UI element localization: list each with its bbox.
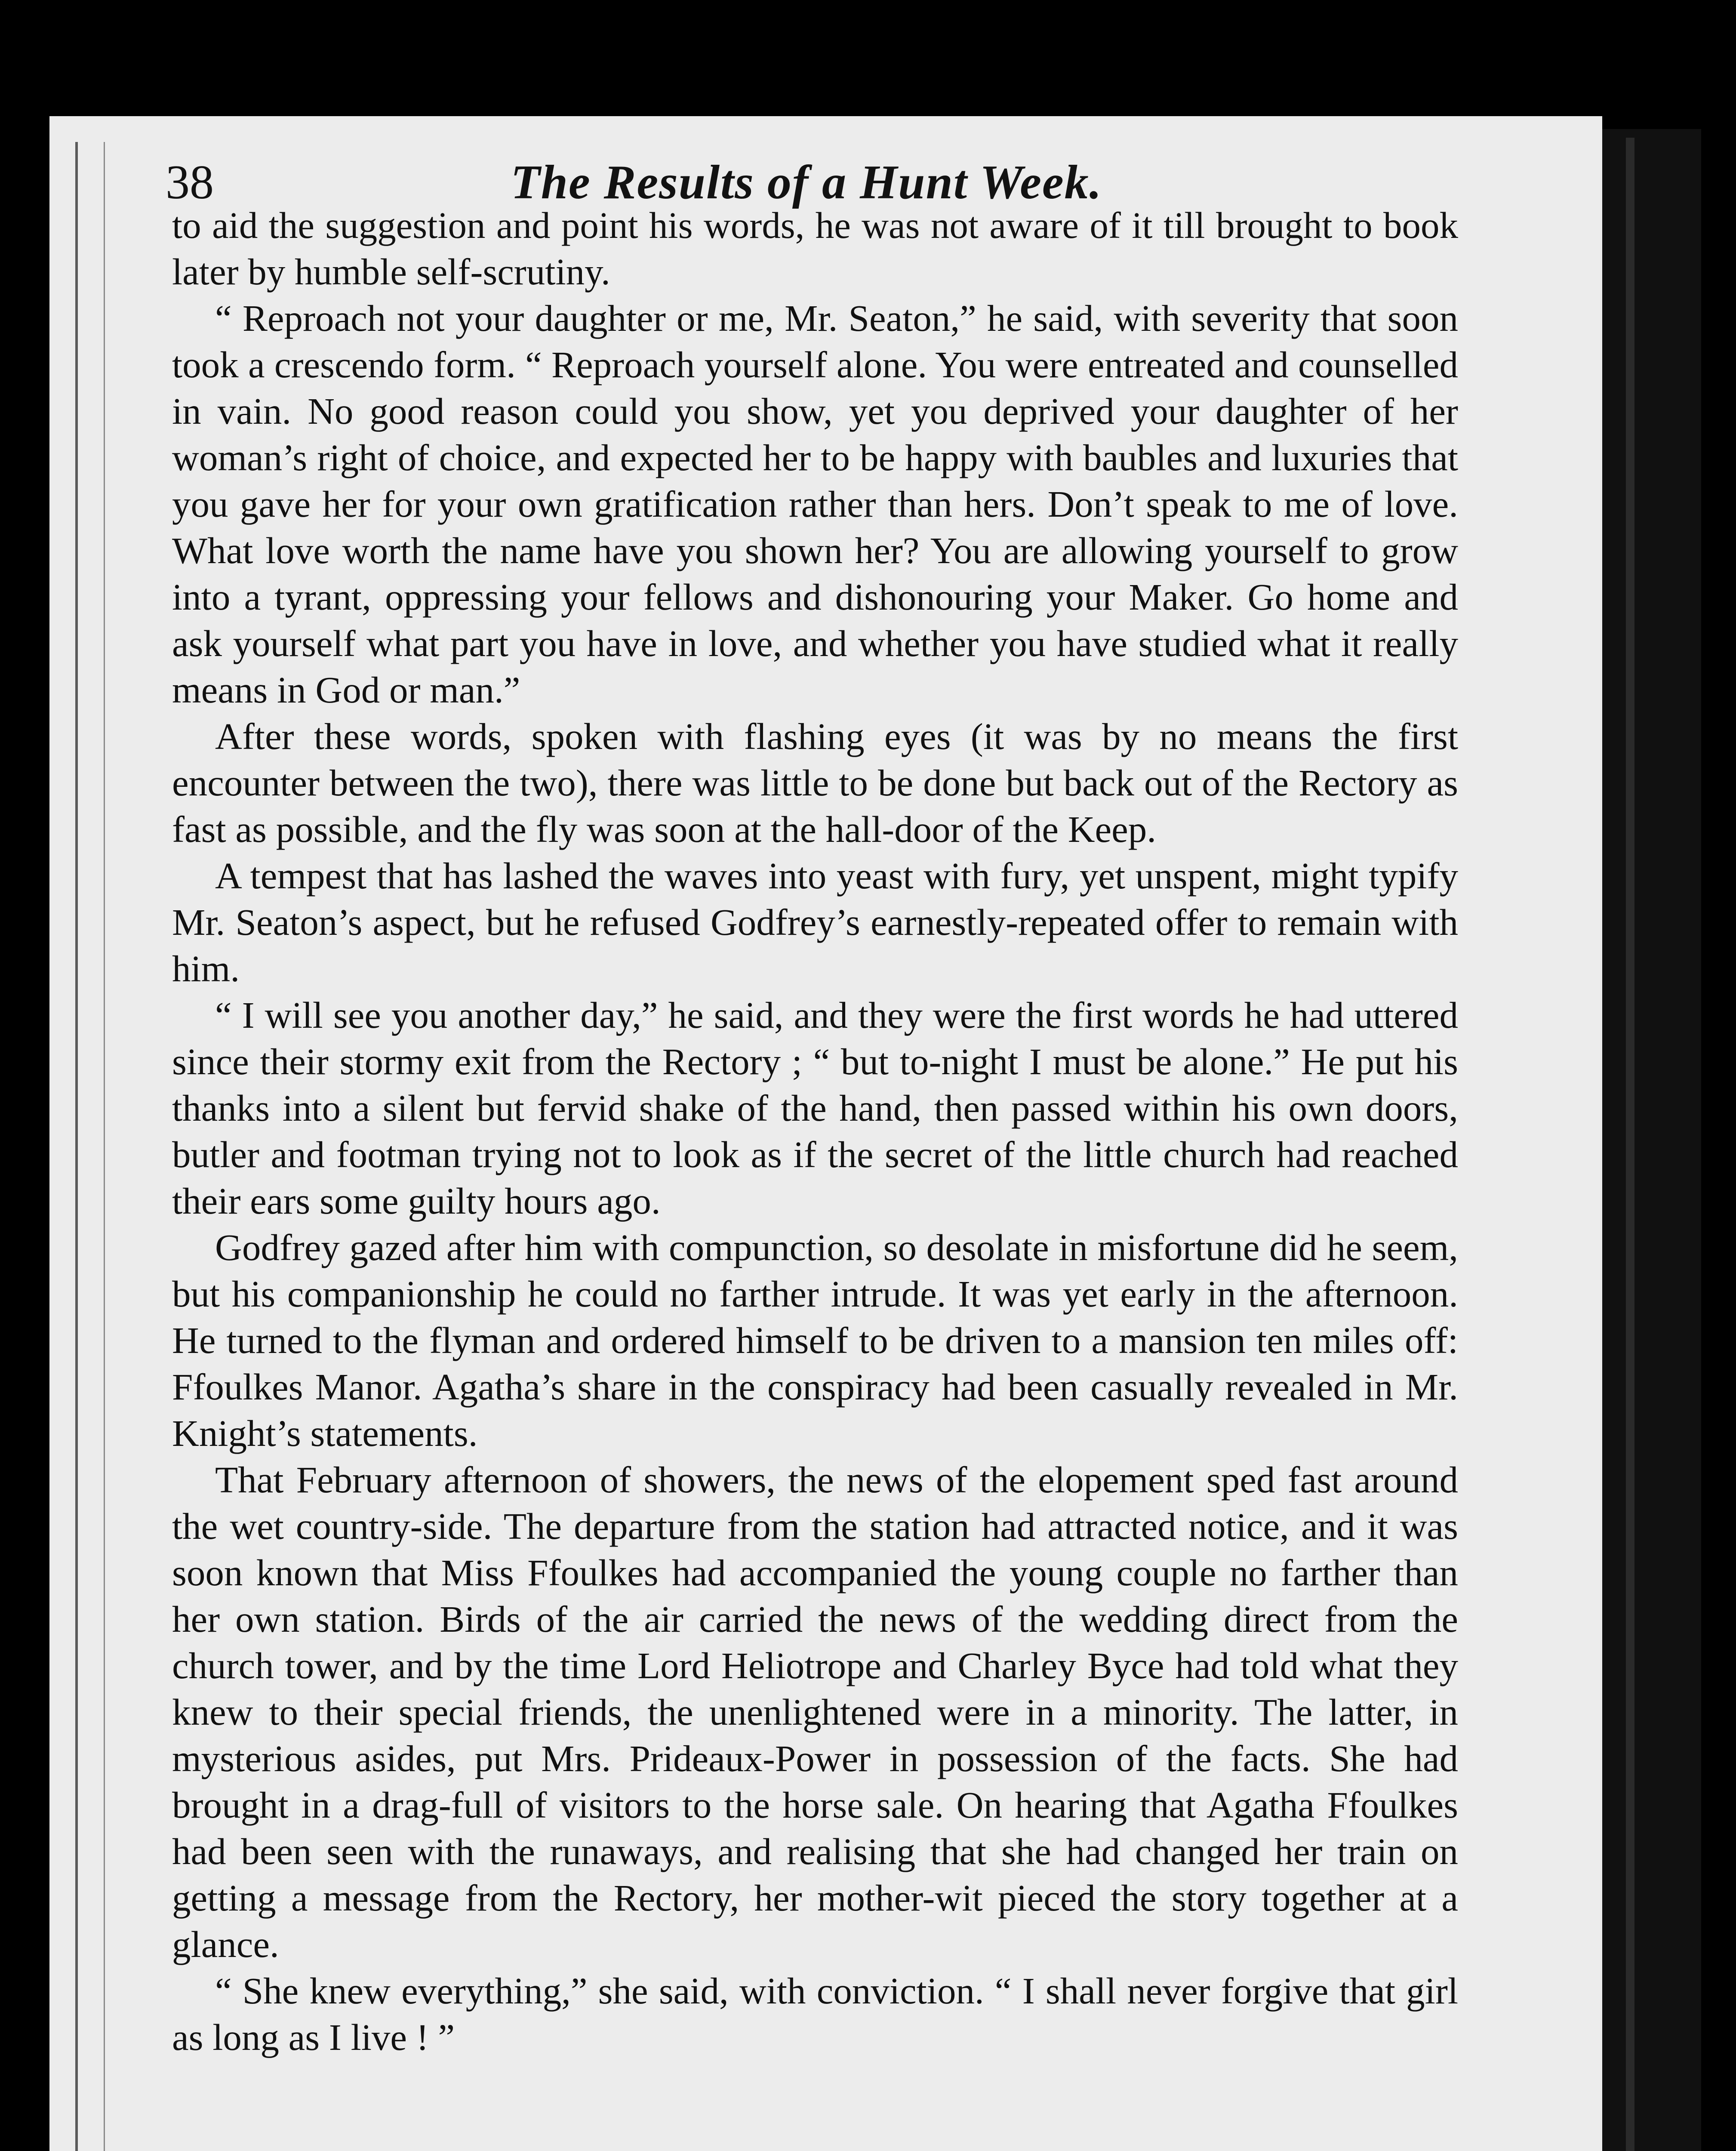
page-gutter	[1602, 129, 1701, 2151]
binding-edge	[75, 142, 105, 2151]
paragraph: “ I will see you another day,” he said, and they were the first words he had uttered since their stormy exit from the Rectory ; “ but to-night I must be alone.” He put his thanks into a silent but fervid shake of the hand, then passed within his own doors, butler and footman trying not to look as if the secret of the little church had reached their ears some guilty hours ago.	[172, 994, 1458, 1222]
paragraph: After these words, spoken with flashing eyes (it was by no means the first encounter between the two), there was little to be done but back out of the Rectory as fast as possible, and the fly was soon at the hall-door of the Keep.	[172, 715, 1458, 850]
paragraph: Godfrey gazed after him with compunction, so desolate in misfortune did he seem, but his companionship he could no farther intrude. It was yet early in the afternoon. He turned to the flyman and ordered himself to be driven to a mansion ten miles off: Ffoulkes Manor. Agatha’s share in the conspiracy had been casually revealed in Mr. Knight’s statements.	[172, 1227, 1458, 1454]
paragraph: “ Reproach not your daughter or me, Mr. Seaton,” he said, with severity that soon took a crescendo form. “ Reproach yourself alone. You were entreated and counselled in vain. No good reason could you show, yet you deprived your daughter of her woman’s right of choice, and expected her to be happy with baubles and luxuries that you gave her for your own gratification rather than hers. Don’t speak to me of love. What love worth the name have you shown her? You are allowing yourself to grow into a tyrant, oppressing your fellows and dishonouring your Maker. Go home and ask yourself what part you have in love, and whether you have studied what it really means in God or man.”	[172, 297, 1458, 711]
paragraph: to aid the suggestion and point his words, he was not aware of it till brought to book later by humble self-scrutiny.	[172, 204, 1458, 293]
body-text	[172, 202, 1458, 2061]
facing-page-edge	[1626, 138, 1634, 2151]
paragraph: That February afternoon of showers, the news of the elopement sped fast around the wet country-side. The departure from the station had attracted notice, and it was soon known that Miss Ffoulkes had accompanied the young couple no farther than her own station. Birds of the air carried the news of the wedding direct from the church tower, and by the time Lord Heliotrope and Charley Byce had told what they knew to their special friends, the unenlightened were in a minority. The latter, in mysterious asides, put Mrs. Prideaux-Power in possession of the facts. She had brought in a drag-full of visitors to the horse sale. On hearing that Agatha Ffoulkes had been seen with the runaways, and realising that she had changed her train on getting a message from the Rectory, her mother-wit pieced the story together at a glance.	[172, 1459, 1458, 1965]
paragraph: A tempest that has lashed the waves into yeast with fury, yet unspent, might typify Mr. Seaton’s aspect, but he refused Godfrey’s earnestly-repeated offer to remain with him.	[172, 855, 1458, 989]
paragraph: “ She knew everything,” she said, with conviction. “ I shall never forgive that girl as long as I live ! ”	[172, 1970, 1458, 2058]
page-number: 38	[166, 156, 214, 209]
running-head: The Results of a Hunt Week.	[511, 156, 1102, 209]
